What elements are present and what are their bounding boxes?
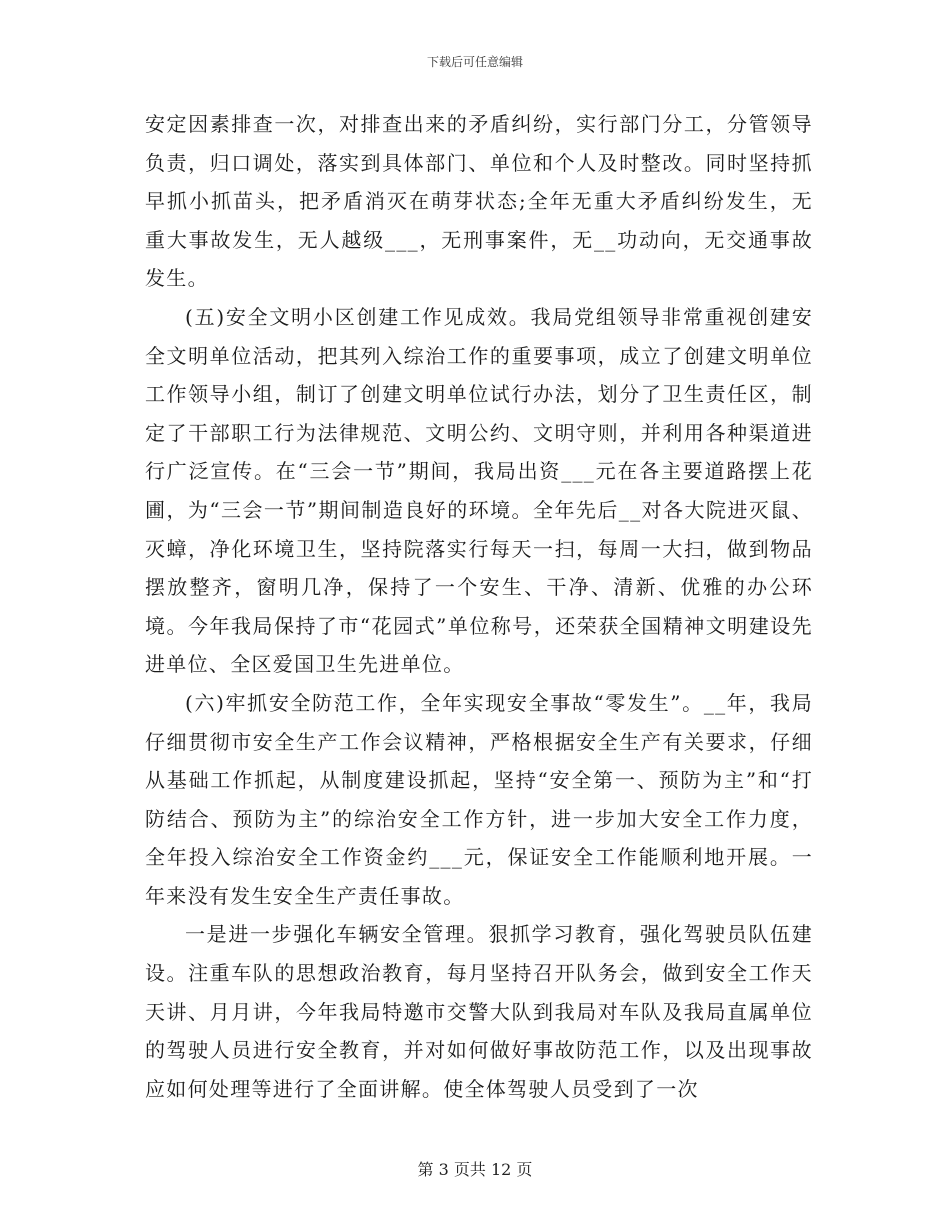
paragraph-vehicle-safety: 一是进一步强化车辆安全管理。狠抓学习教育，强化驾驶员队伍建设。注重车队的思想政治教育，每月坚持召开队务会，做到安全工作天天讲、月月讲，今年我局特邀市交警大队到我局对车队及我局直属单位的驾驶人员进行安全教育，并对如何做好事故防范工作，以及出现事故应如何处理等进行了全面讲解。使全体驾驶人员受到了一次 xyxy=(145,922,813,1101)
document-body xyxy=(145,105,813,1108)
paragraph-continuation: 安定因素排查一次，对排查出来的矛盾纠纷，实行部门分工，分管领导负责，归口调处，落实到具体部门、单位和个人及时整改。同时坚持抓早抓小抓苗头，把矛盾消灭在萌芽状态;全年无重大矛盾纠纷发生，无重大事故发生，无人越级___，无刑事案件，无__功动向，无交通事故发生。 xyxy=(145,112,813,291)
page-number-footer: 第 3 页共 12 页 xyxy=(417,1160,533,1179)
paragraph-section-five: (五)安全文明小区创建工作见成效。我局党组领导非常重视创建安全文明单位活动，把其列入综治工作的重要事项，成立了创建文明单位工作领导小组，制订了创建文明单位试行办法，划分了卫生责任区，制定了干部职工行为法律规范、文明公约、文明守则，并利用各种渠道进行广泛宣传。在“三会一节”期间，我局出资___元在各主要道路摆上花圃，为“三会一节”期间制造良好的环境。全年先后__对各大院进灭鼠、灭蟑，净化环境卫生，坚持院落实行每天一扫，每周一大扫，做到物品摆放整齐，窗明几净，保持了一个安生、干净、清新、优雅的办公环境。今年我局保持了市“花园式”单位称号，还荣获全国精神文明建设先进单位、全区爱国卫生先进单位。 xyxy=(145,304,813,677)
paragraph-section-six: (六)牢抓安全防范工作，全年实现安全事故“零发生”。__年，我局仔细贯彻市安全生产工作会议精神，严格根据安全生产有关要求，仔细从基础工作抓起，从制度建设抓起，坚持“安全第一、预防为主”和“打防结合、预防为主”的综治安全工作方针，进一步加大安全工作力度，全年投入综治安全工作资金约___元，保证安全工作能顺利地开展。一年来没有发生安全生产责任事故。 xyxy=(145,690,813,908)
page-header-note: 下载后可任意编辑 xyxy=(426,55,523,69)
